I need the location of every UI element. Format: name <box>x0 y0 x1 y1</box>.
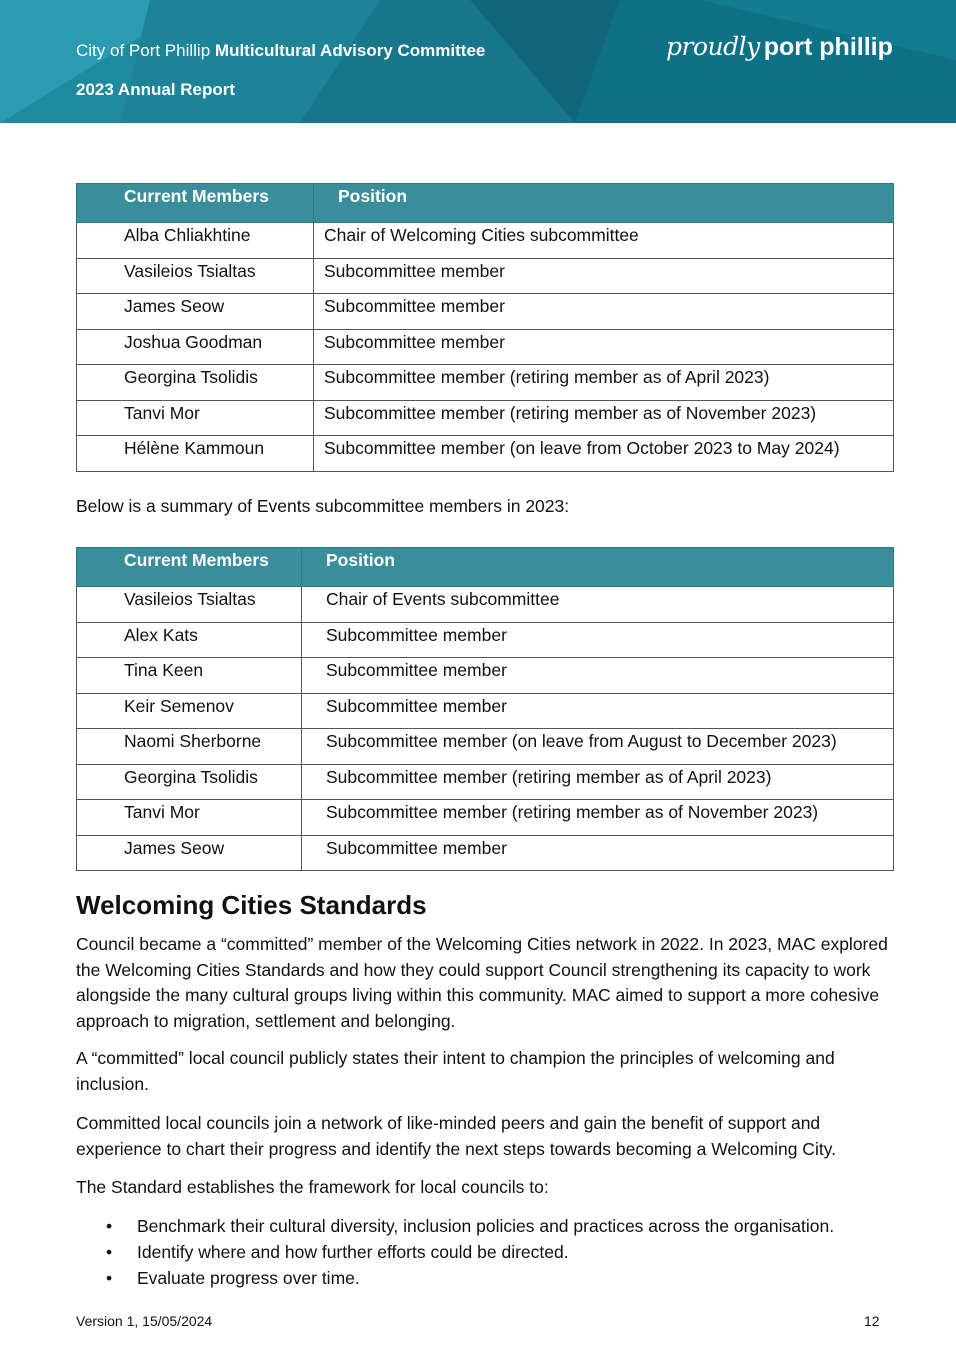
member-position: Subcommittee member <box>314 329 894 365</box>
member-position: Subcommittee member (on leave from October 2023 to May 2024) <box>314 436 894 472</box>
member-position: Subcommittee member <box>302 622 894 658</box>
member-name: James Seow <box>77 835 302 871</box>
bullet-list <box>76 1214 894 1291</box>
column-header-position: Position <box>302 548 894 587</box>
table-row <box>77 764 894 800</box>
member-name: Vasileios Tsialtas <box>77 258 314 294</box>
table-row <box>77 729 894 765</box>
table-row <box>77 622 894 658</box>
column-header-current-members: Current Members <box>77 548 302 587</box>
member-position: Subcommittee member (retiring member as of April 2023) <box>314 365 894 401</box>
member-name: Alex Kats <box>77 622 302 658</box>
table-row <box>77 400 894 436</box>
member-position: Subcommittee member <box>302 693 894 729</box>
table-row <box>77 329 894 365</box>
table-row <box>77 436 894 472</box>
paragraph: A “committed” local council publicly states their intent to champion the principles of welcoming and inclusion. <box>76 1048 835 1094</box>
paragraph: The Standard establishes the framework for local councils to: <box>76 1177 549 1197</box>
bullet-icon: • <box>106 1241 113 1262</box>
table-row <box>77 294 894 330</box>
member-position: Chair of Events subcommittee <box>302 587 894 623</box>
table-header-row <box>77 184 894 223</box>
events-members-table <box>76 547 894 871</box>
member-position: Subcommittee member (retiring member as of November 2023) <box>302 800 894 836</box>
member-name: Keir Semenov <box>77 693 302 729</box>
member-position: Subcommittee member (retiring member as of November 2023) <box>314 400 894 436</box>
header-committee-line: City of Port Phillip Multicultural Advisory Committee <box>76 41 486 60</box>
column-header-current-members: Current Members <box>77 184 314 223</box>
table-row <box>77 365 894 401</box>
bullet-icon: • <box>106 1267 113 1288</box>
member-position: Subcommittee member <box>302 658 894 694</box>
page-number: 12 <box>864 1313 880 1329</box>
member-name: Alba Chliakhtine <box>77 223 314 259</box>
member-position: Subcommittee member (retiring member as of April 2023) <box>302 764 894 800</box>
paragraph: Council became a “committed” member of the Welcoming Cities network in 2022. In 2023, MAC explored the Welcoming Cities Standards and how they could support Council strengthening its capacity to work alongside the many cultural groups living within this community. MAC aimed to support a more cohesive approach to migration, settlement and belonging. <box>76 934 888 1031</box>
list-item: • Identify where and how further efforts could be directed. <box>76 1240 894 1266</box>
column-header-position: Position <box>314 184 894 223</box>
footer-version: Version 1, 15/05/2024 <box>76 1313 213 1329</box>
events-summary-intro: Below is a summary of Events subcommittee members in 2023: <box>76 496 570 516</box>
member-name: Hélène Kammoun <box>77 436 314 472</box>
member-name: Naomi Sherborne <box>77 729 302 765</box>
section-heading: Welcoming Cities Standards <box>76 890 427 920</box>
list-item: • Evaluate progress over time. <box>76 1266 894 1292</box>
member-name: Tanvi Mor <box>77 800 302 836</box>
member-name: Georgina Tsolidis <box>77 365 314 401</box>
member-position: Chair of Welcoming Cities subcommittee <box>314 223 894 259</box>
table-row <box>77 800 894 836</box>
bullet-icon: • <box>106 1216 113 1236</box>
table-row <box>77 835 894 871</box>
welcoming-cities-members-table <box>76 183 894 472</box>
member-name: Tina Keen <box>77 658 302 694</box>
table-row <box>77 693 894 729</box>
member-name: James Seow <box>77 294 314 330</box>
list-item: • Benchmark their cultural diversity, inclusion policies and practices across the organisation. <box>76 1214 894 1240</box>
member-name: Tanvi Mor <box>77 400 314 436</box>
paragraph: Committed local councils join a network of like-minded peers and gain the benefit of support and experience to chart their progress and identify the next steps towards becoming a Welcoming City. <box>76 1113 837 1159</box>
member-name: Vasileios Tsialtas <box>77 587 302 623</box>
header-report-title: 2023 Annual Report <box>76 80 236 99</box>
member-position: Subcommittee member <box>314 258 894 294</box>
table-row <box>77 658 894 694</box>
member-position: Subcommittee member <box>314 294 894 330</box>
table-row <box>77 258 894 294</box>
proudly-port-phillip-logo: proudly port phillip <box>666 32 893 61</box>
member-position: Subcommittee member (on leave from August to December 2023) <box>302 729 894 765</box>
member-name: Georgina Tsolidis <box>77 764 302 800</box>
table-header-row <box>77 548 894 587</box>
member-position: Subcommittee member <box>302 835 894 871</box>
member-name: Joshua Goodman <box>77 329 314 365</box>
page-header <box>0 0 956 123</box>
table-row <box>77 587 894 623</box>
table-row <box>77 223 894 259</box>
